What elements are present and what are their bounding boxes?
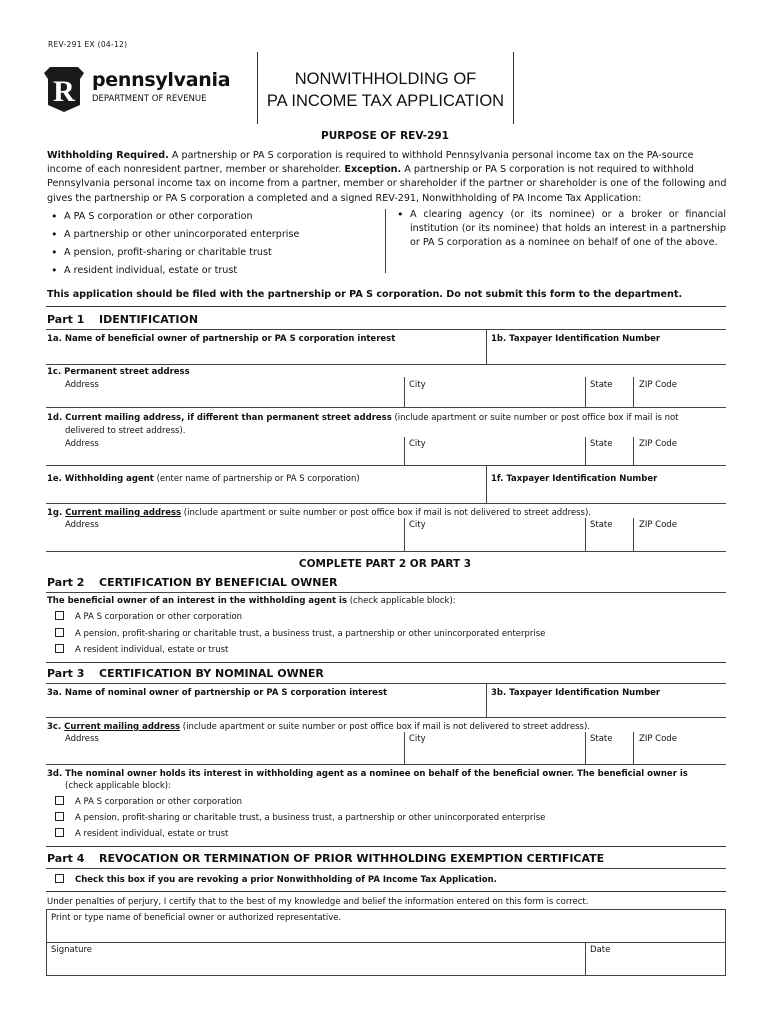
divider bbox=[46, 551, 726, 552]
logo-dept-name: DEPARTMENT OF REVENUE bbox=[92, 94, 207, 104]
divider bbox=[46, 764, 726, 765]
state-label: State bbox=[590, 734, 613, 744]
part4-revocation-checkbox[interactable]: Check this box if you are revoking a prior Nonwithholding of PA Income Tax Application. bbox=[55, 874, 497, 885]
field-3d-label: 3d. The nominal owner holds its interest in withholding agent as a nominee on behalf of the beneficial owner. The beneficial owner is bbox=[47, 769, 688, 779]
divider bbox=[46, 465, 726, 466]
checkbox[interactable] bbox=[55, 644, 64, 653]
title-line-2: PA INCOME TAX APPLICATION bbox=[266, 92, 505, 110]
field-1d-label: 1d. Current mailing address, if different than permanent street address (include apartment or suite number or post office box if mail is not bbox=[47, 413, 679, 423]
checkbox[interactable] bbox=[55, 812, 64, 821]
field-3d-label-line2: (check applicable block): bbox=[65, 781, 171, 791]
purpose-paragraph: Withholding Required. A partnership or PA S corporation is required to withhold Pennsylvania personal income tax on the PA-source income of each nonresident partner, member or shareholder. Exception. A partnership or PA S corporation is not required to withhold Pennsylvania personal income tax on income from a partner, member or shareholder if the partner or shareholder is one of the following and gives the partnership or PA S corporation a completed and a signed REV-291, Nonwithholding of PA Income Tax Application: bbox=[47, 150, 727, 204]
print-name-label: Print or type name of beneficial owner or authorized representative. bbox=[51, 913, 342, 923]
field-1f-label: 1f. Taxpayer Identification Number bbox=[491, 474, 658, 484]
svg-text:R: R bbox=[53, 75, 75, 108]
divider bbox=[585, 732, 586, 764]
date-label: Date bbox=[590, 945, 611, 955]
divider bbox=[585, 518, 586, 551]
pa-revenue-logo bbox=[44, 65, 244, 115]
divider bbox=[46, 891, 726, 892]
address-label: Address bbox=[65, 520, 99, 530]
filing-note: This application should be filed with the partnership or PA S corporation. Do not submit this form to the department. bbox=[47, 289, 683, 300]
list-item: • A PA S corporation or other corporation bbox=[47, 208, 377, 226]
field-1e-label: 1e. Withholding agent (enter name of partnership or PA S corporation) bbox=[47, 474, 360, 484]
address-label: Address bbox=[65, 380, 99, 390]
divider bbox=[404, 732, 405, 764]
part3-heading: Part 3 CERTIFICATION BY NOMINAL OWNER bbox=[47, 667, 324, 680]
signature-label: Signature bbox=[51, 945, 93, 955]
field-1c-label: 1c. Permanent street address bbox=[47, 367, 190, 377]
part1-heading: Part 1 IDENTIFICATION bbox=[47, 313, 199, 326]
city-label: City bbox=[409, 520, 426, 530]
list-item: • A pension, profit-sharing or charitable trust bbox=[47, 244, 377, 262]
eligible-list-right bbox=[393, 208, 726, 251]
part4-heading: Part 4 REVOCATION OR TERMINATION OF PRIOR WITHHOLDING EXEMPTION CERTIFICATE bbox=[47, 852, 605, 865]
field-1b-label: 1b. Taxpayer Identification Number bbox=[491, 334, 661, 344]
state-label: State bbox=[590, 380, 613, 390]
divider bbox=[404, 518, 405, 551]
part2-intro: The beneficial owner of an interest in the withholding agent is (check applicable block): bbox=[47, 596, 456, 606]
part2-option-resident[interactable]: A resident individual, estate or trust bbox=[55, 644, 228, 655]
field-3a-label: 3a. Name of nominal owner of partnership or PA S corporation interest bbox=[47, 688, 388, 698]
field-3b-label: 3b. Taxpayer Identification Number bbox=[491, 688, 661, 698]
divider bbox=[486, 683, 487, 717]
city-label: City bbox=[409, 439, 426, 449]
part2-option-trust-enterprise[interactable]: A pension, profit-sharing or charitable trust, a business trust, a partnership or other unincorporated enterprise bbox=[55, 628, 545, 639]
divider bbox=[633, 377, 634, 407]
part2-option-corporation[interactable]: A PA S corporation or other corporation bbox=[55, 611, 242, 622]
divider bbox=[633, 518, 634, 551]
list-item: • A partnership or other unincorporated enterprise bbox=[47, 226, 377, 244]
divider bbox=[46, 868, 726, 869]
part3-option-corporation[interactable]: A PA S corporation or other corporation bbox=[55, 796, 242, 807]
divider bbox=[633, 437, 634, 465]
divider bbox=[486, 329, 487, 364]
divider bbox=[46, 846, 726, 847]
print-name-field[interactable] bbox=[46, 909, 726, 943]
field-1g-label: 1g. Current mailing address (include apartment or suite number or post office box if mail is not delivered to street address). bbox=[47, 508, 591, 518]
field-3c-label: 3c. Current mailing address (include apartment or suite number or post office box if mail is not delivered to street address). bbox=[47, 722, 590, 732]
divider bbox=[486, 465, 487, 503]
complete-note: COMPLETE PART 2 OR PART 3 bbox=[298, 558, 472, 570]
part3-option-trust-enterprise[interactable]: A pension, profit-sharing or charitable trust, a business trust, a partnership or other unincorporated enterprise bbox=[55, 812, 545, 823]
zip-label: ZIP Code bbox=[639, 380, 677, 390]
divider bbox=[46, 503, 726, 504]
form-number: REV-291 EX (04-12) bbox=[48, 40, 128, 49]
form-title bbox=[257, 52, 514, 124]
divider bbox=[585, 377, 586, 407]
divider bbox=[404, 377, 405, 407]
perjury-statement: Under penalties of perjury, I certify that to the best of my knowledge and belief the information entered on this form is correct. bbox=[47, 897, 589, 907]
list-item: • A clearing agency (or its nominee) or a broker or financial institution (or its nominee) that holds an interest in a partnership or PA S corporation as a nominee on behalf of one of the above. bbox=[393, 208, 726, 251]
part3-option-resident[interactable]: A resident individual, estate or trust bbox=[55, 828, 228, 839]
logo-state-name: pennsylvania bbox=[92, 69, 231, 91]
divider bbox=[46, 717, 726, 718]
divider bbox=[585, 437, 586, 465]
city-label: City bbox=[409, 734, 426, 744]
divider bbox=[46, 592, 726, 593]
divider bbox=[46, 364, 726, 365]
divider bbox=[46, 407, 726, 408]
zip-label: ZIP Code bbox=[639, 734, 677, 744]
divider bbox=[404, 437, 405, 465]
zip-label: ZIP Code bbox=[639, 439, 677, 449]
purpose-heading: PURPOSE OF REV-291 bbox=[321, 130, 449, 142]
signature-field[interactable] bbox=[46, 942, 586, 976]
checkbox[interactable] bbox=[55, 828, 64, 837]
checkbox[interactable] bbox=[55, 611, 64, 620]
checkbox[interactable] bbox=[55, 796, 64, 805]
title-line-1: NONWITHHOLDING OF bbox=[294, 70, 477, 88]
address-label: Address bbox=[65, 439, 99, 449]
field-1a-label: 1a. Name of beneficial owner of partnership or PA S corporation interest bbox=[47, 334, 396, 344]
divider bbox=[633, 732, 634, 764]
field-1d-label-line2: delivered to street address). bbox=[65, 426, 186, 436]
eligible-list-left bbox=[47, 208, 377, 280]
divider bbox=[385, 209, 386, 273]
state-label: State bbox=[590, 520, 613, 530]
divider bbox=[46, 306, 726, 307]
part2-heading: Part 2 CERTIFICATION BY BENEFICIAL OWNER bbox=[47, 576, 338, 589]
divider bbox=[46, 662, 726, 663]
divider bbox=[46, 683, 726, 684]
checkbox[interactable] bbox=[55, 628, 64, 637]
keystone-logo-icon bbox=[44, 65, 84, 113]
address-label: Address bbox=[65, 734, 99, 744]
zip-label: ZIP Code bbox=[639, 520, 677, 530]
state-label: State bbox=[590, 439, 613, 449]
city-label: City bbox=[409, 380, 426, 390]
list-item: • A resident individual, estate or trust bbox=[47, 262, 377, 280]
divider bbox=[46, 329, 726, 330]
date-field[interactable] bbox=[585, 942, 726, 976]
checkbox[interactable] bbox=[55, 874, 64, 883]
